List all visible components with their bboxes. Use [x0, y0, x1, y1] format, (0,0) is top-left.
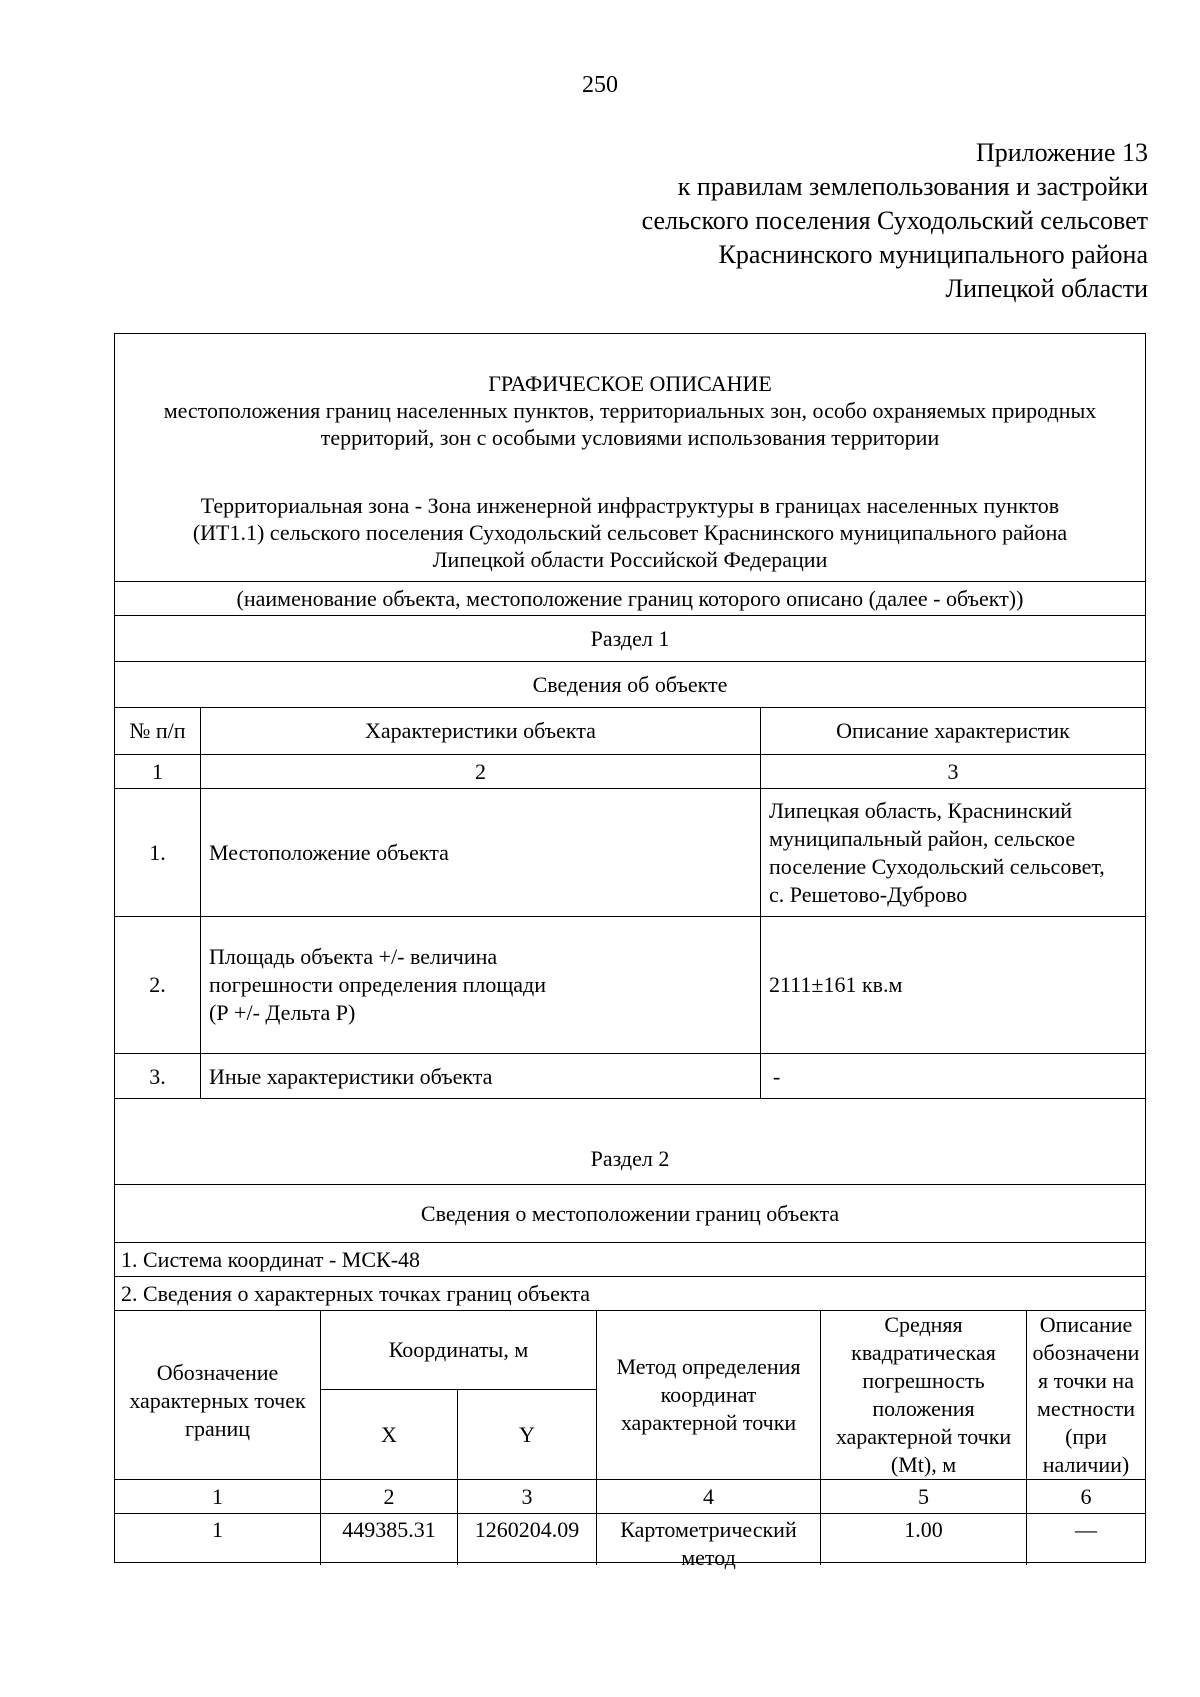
boundary-points-table: [115, 1310, 1145, 1570]
characteristic-line: Площадь объекта +/- величина: [209, 944, 498, 969]
header-line: Обозначение: [156, 1360, 279, 1385]
point-method: [597, 1514, 820, 1570]
header-line: границ: [184, 1416, 251, 1441]
zone-line: Территориальная зона - Зона инженерной инфраструктуры в границах населенных пунктов: [200, 493, 1060, 518]
characteristic-text: Местоположение объекта: [209, 839, 449, 865]
document-subtitle: [115, 397, 1145, 451]
appendix-line: Краснинского муниципального района: [718, 240, 1148, 269]
point-error: 1.00: [904, 1517, 943, 1542]
row-characteristic: [201, 1054, 760, 1099]
row-value: [761, 789, 1145, 916]
col-header-description: Описание характеристик: [836, 718, 1070, 743]
col-number: 6: [1080, 1483, 1092, 1509]
appendix-line: сельского поселения Суходольский сельсовет: [641, 206, 1148, 235]
row-number: 1.: [149, 839, 166, 865]
section2-subtitle: Сведения о местоположении границ объекта: [115, 1184, 1145, 1242]
col-header-number: № п/п: [129, 718, 186, 743]
header-line: Средняя: [884, 1312, 963, 1337]
characteristic-line: (Р +/- Дельта Р): [209, 1000, 356, 1025]
characteristic-line: погрешности определения площади: [209, 972, 547, 997]
value-text: -: [773, 1063, 781, 1089]
header-line: характерной точки: [835, 1424, 1012, 1449]
header-line: координат: [660, 1382, 757, 1407]
header-line: Описание: [1039, 1312, 1133, 1337]
row-value: [761, 917, 1145, 1053]
col-header-point-description: [1027, 1311, 1145, 1479]
page-number: 250: [582, 72, 618, 98]
points-heading: 2. Сведения о характерных точках границ объекта: [115, 1276, 1145, 1310]
value-line: Липецкая область, Краснинский: [769, 797, 1073, 823]
col-number: 2: [475, 758, 486, 784]
col-header-x: X: [381, 1421, 397, 1447]
appendix-line: к правилам землепользования и застройки: [677, 172, 1148, 201]
col-number: 1: [152, 758, 163, 784]
col-header-coordinates: Координаты, м: [388, 1337, 529, 1362]
col-header-y: Y: [519, 1421, 535, 1447]
subtitle-line: территорий, зон с особыми условиями использования территории: [320, 425, 940, 450]
col-header-error: [821, 1311, 1026, 1479]
col-number: 4: [703, 1483, 714, 1509]
value-text: 2111±161 кв.м: [769, 972, 903, 997]
section1-title: Раздел 1: [115, 615, 1145, 661]
section2-title: Раздел 2: [115, 1098, 1145, 1184]
header-line: положения: [872, 1396, 975, 1421]
col-number: 3: [521, 1483, 533, 1509]
row-number: 3.: [149, 1063, 166, 1089]
characteristic-text: Иные характеристики объекта: [209, 1063, 493, 1089]
header-line: я точки на: [1038, 1368, 1134, 1393]
coordinate-system: 1. Система координат - МСК-48: [115, 1242, 1145, 1276]
col-header-designation: [115, 1311, 320, 1479]
row-number: 2.: [149, 972, 166, 997]
header-line: наличии): [1042, 1452, 1130, 1477]
document-header: [115, 334, 1145, 581]
point-y: 1260204.09: [474, 1517, 580, 1542]
header-line: квадратическая: [851, 1340, 996, 1365]
row-characteristic: [201, 789, 760, 916]
header-line: (Mt), м: [890, 1452, 957, 1477]
header-line: обозначени: [1032, 1340, 1140, 1365]
method-line: Картометрический: [620, 1517, 797, 1542]
col-header-method: [597, 1311, 820, 1479]
subtitle-line: местоположения границ населенных пунктов, территориальных зон, особо охраняемых природных: [163, 398, 1097, 423]
value-line: с. Решетово-Дуброво: [769, 881, 968, 907]
header-line: характерной точки: [620, 1410, 797, 1435]
point-designation: 1: [212, 1517, 223, 1542]
col-number: 3: [947, 758, 959, 784]
col-number: 5: [918, 1483, 929, 1509]
value-line: поселение Суходольский сельсовет,: [769, 853, 1105, 879]
zone-line: Липецкой области Российской Федерации: [432, 547, 828, 572]
appendix-line: Липецкой области: [945, 274, 1148, 303]
header-line: Метод определения: [616, 1354, 801, 1379]
col-number: 1: [212, 1483, 223, 1509]
section1-subtitle: Сведения об объекте: [115, 661, 1145, 707]
method-line: метод: [681, 1545, 736, 1570]
appendix-line: Приложение 13: [975, 138, 1148, 167]
header-line: погрешность: [862, 1368, 985, 1393]
header-line: местности: [1036, 1396, 1136, 1421]
zone-description: [115, 492, 1145, 573]
object-info-table: [115, 707, 1145, 1098]
appendix-block: [642, 136, 1148, 306]
point-x: 449385.31: [342, 1517, 436, 1542]
col-header-characteristic: Характеристики объекта: [365, 718, 596, 743]
point-description: —: [1075, 1517, 1097, 1542]
zone-line: (ИТ1.1) сельского поселения Суходольский сельсовет Краснинского муниципального района: [192, 520, 1068, 545]
row-characteristic: [201, 917, 760, 1053]
value-line: муниципальный район, сельское: [769, 825, 1076, 851]
header-line: характерных точек: [129, 1388, 306, 1413]
object-caption: (наименование объекта, местоположение границ которого описано (далее - объект)): [115, 581, 1145, 615]
col-number: 2: [383, 1483, 395, 1509]
document-title: ГРАФИЧЕСКОЕ ОПИСАНИЕ: [488, 371, 772, 396]
header-line: (при: [1065, 1424, 1107, 1449]
description-table: [114, 333, 1146, 1570]
row-value: [761, 1054, 1145, 1099]
